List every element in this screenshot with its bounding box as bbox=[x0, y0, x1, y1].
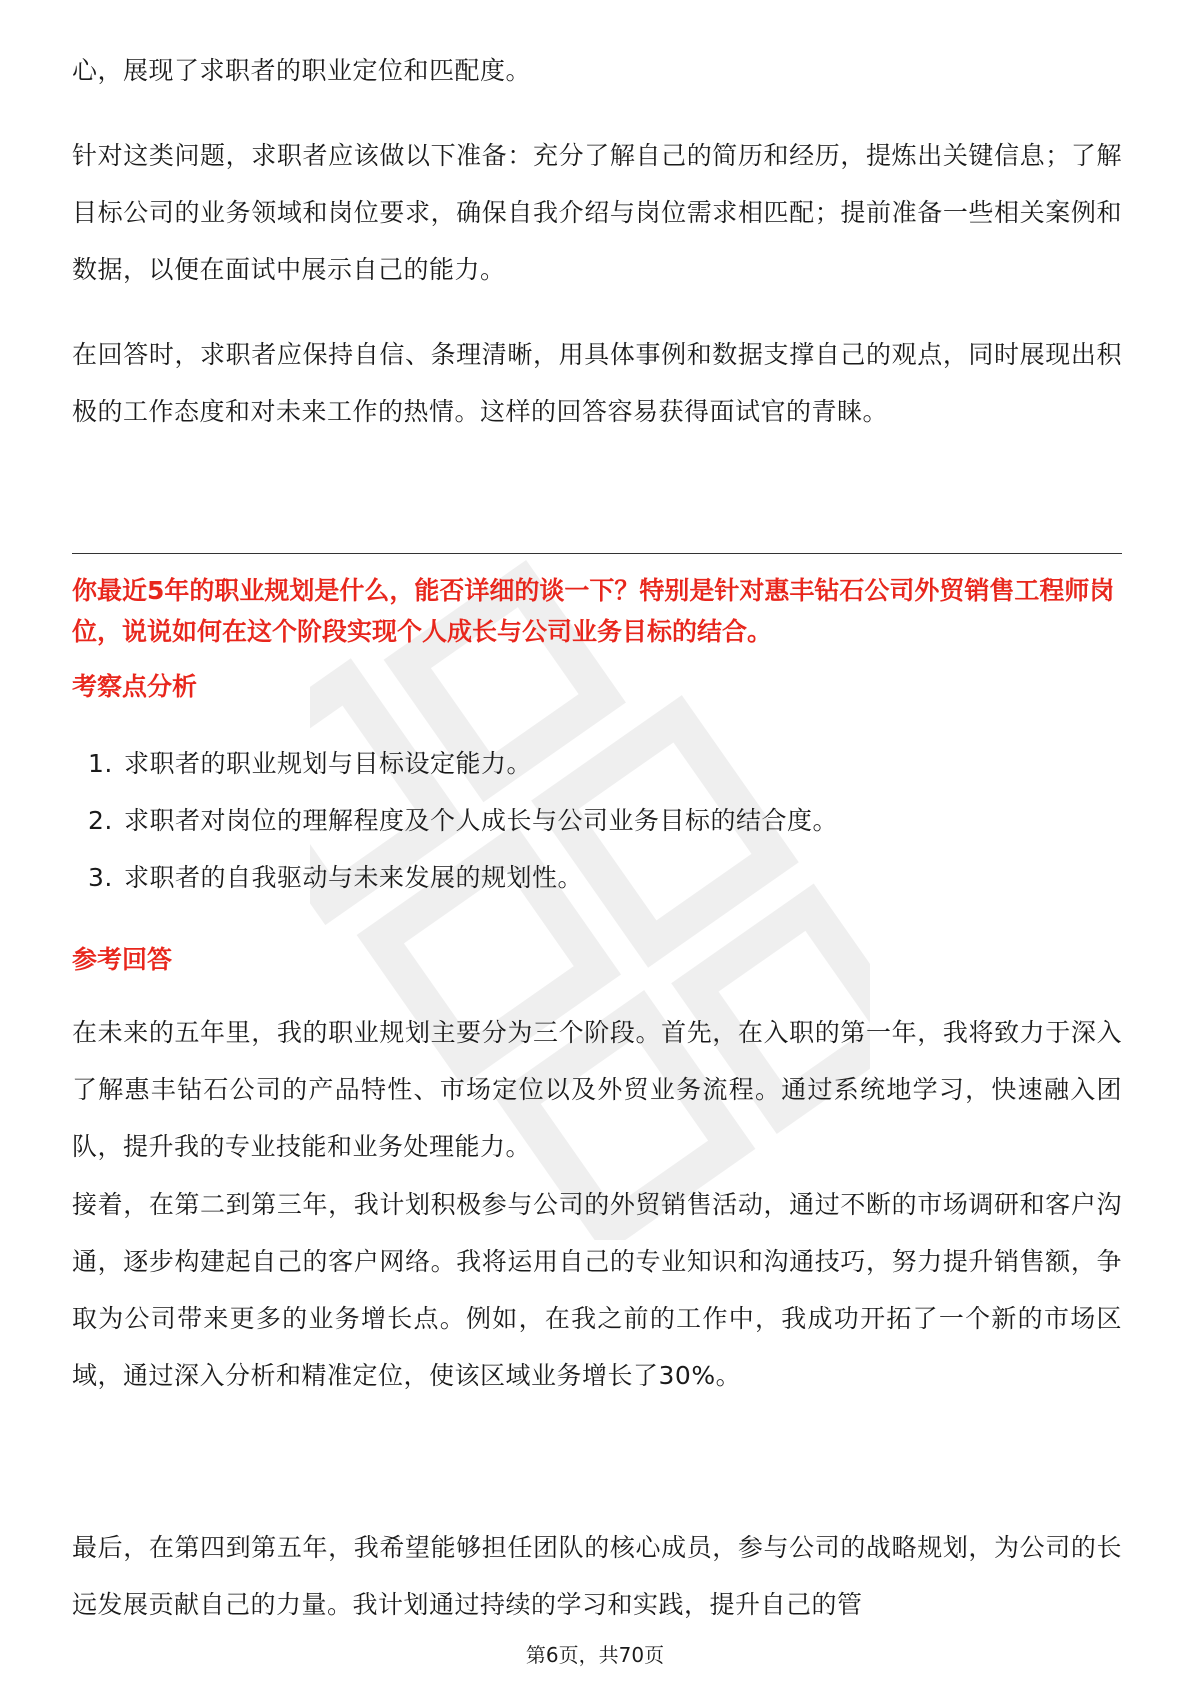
analysis-heading: 考察点分析 bbox=[72, 672, 198, 701]
answer-paragraph-year-one: 在未来的五年里，我的职业规划主要分为三个阶段。首先，在入职的第一年，我将致力于深入了解惠丰钻石公司的产品特性、市场定位以及外贸业务流程。通过系统地学习，快速融入团队，提升我的专业技能和业务处理能力。 bbox=[72, 1018, 1122, 1161]
list-item-text: 求职者的自我驱动与未来发展的规划性。 bbox=[124, 863, 584, 892]
list-item bbox=[72, 792, 1122, 849]
paragraph-preparation: 针对这类问题，求职者应该做以下准备：充分了解自己的简历和经历，提炼出关键信息；了解目标公司的业务领域和岗位要求，确保自我介绍与岗位需求相匹配；提前准备一些相关案例和数据，以便在面试中展示自己的能力。 bbox=[72, 141, 1122, 284]
analysis-list bbox=[72, 735, 1122, 906]
page-number-footer: 第6页，共70页 bbox=[525, 1643, 665, 1667]
answer-paragraph-years-four-five: 最后，在第四到第五年，我希望能够担任团队的核心成员，参与公司的战略规划，为公司的长远发展贡献自己的力量。我计划通过持续的学习和实践，提升自己的管 bbox=[72, 1533, 1122, 1619]
list-item-number: 1. bbox=[88, 749, 113, 778]
list-item bbox=[72, 735, 1122, 792]
interview-question: 你最近5年的职业规划是什么，能否详细的谈一下？特别是针对惠丰钻石公司外贸销售工程师岗位，说说如何在这个阶段实现个人成长与公司业务目标的结合。 bbox=[72, 576, 1115, 646]
list-item-text: 求职者的职业规划与目标设定能力。 bbox=[124, 749, 533, 778]
list-item-number: 3. bbox=[88, 863, 113, 892]
answer-paragraph-years-two-three: 接着，在第二到第三年，我计划积极参与公司的外贸销售活动，通过不断的市场调研和客户沟通，逐步构建起自己的客户网络。我将运用自己的专业知识和沟通技巧，努力提升销售额，争取为公司带来更多的业务增长点。例如，在我之前的工作中，我成功开拓了一个新的市场区域，通过深入分析和精准定位，使该区域业务增长了30%。 bbox=[72, 1190, 1122, 1390]
list-item-number: 2. bbox=[88, 806, 113, 835]
paragraph-answer-tips: 在回答时，求职者应保持自信、条理清晰，用具体事例和数据支撑自己的观点，同时展现出积极的工作态度和对未来工作的热情。这样的回答容易获得面试官的青睐。 bbox=[72, 340, 1122, 426]
paragraph-intro-end: 心，展现了求职者的职业定位和匹配度。 bbox=[72, 56, 532, 85]
reference-answer-heading: 参考回答 bbox=[72, 945, 173, 974]
list-item-text: 求职者对岗位的理解程度及个人成长与公司业务目标的结合度。 bbox=[124, 806, 839, 835]
section-divider bbox=[72, 553, 1122, 554]
list-item bbox=[72, 849, 1122, 906]
